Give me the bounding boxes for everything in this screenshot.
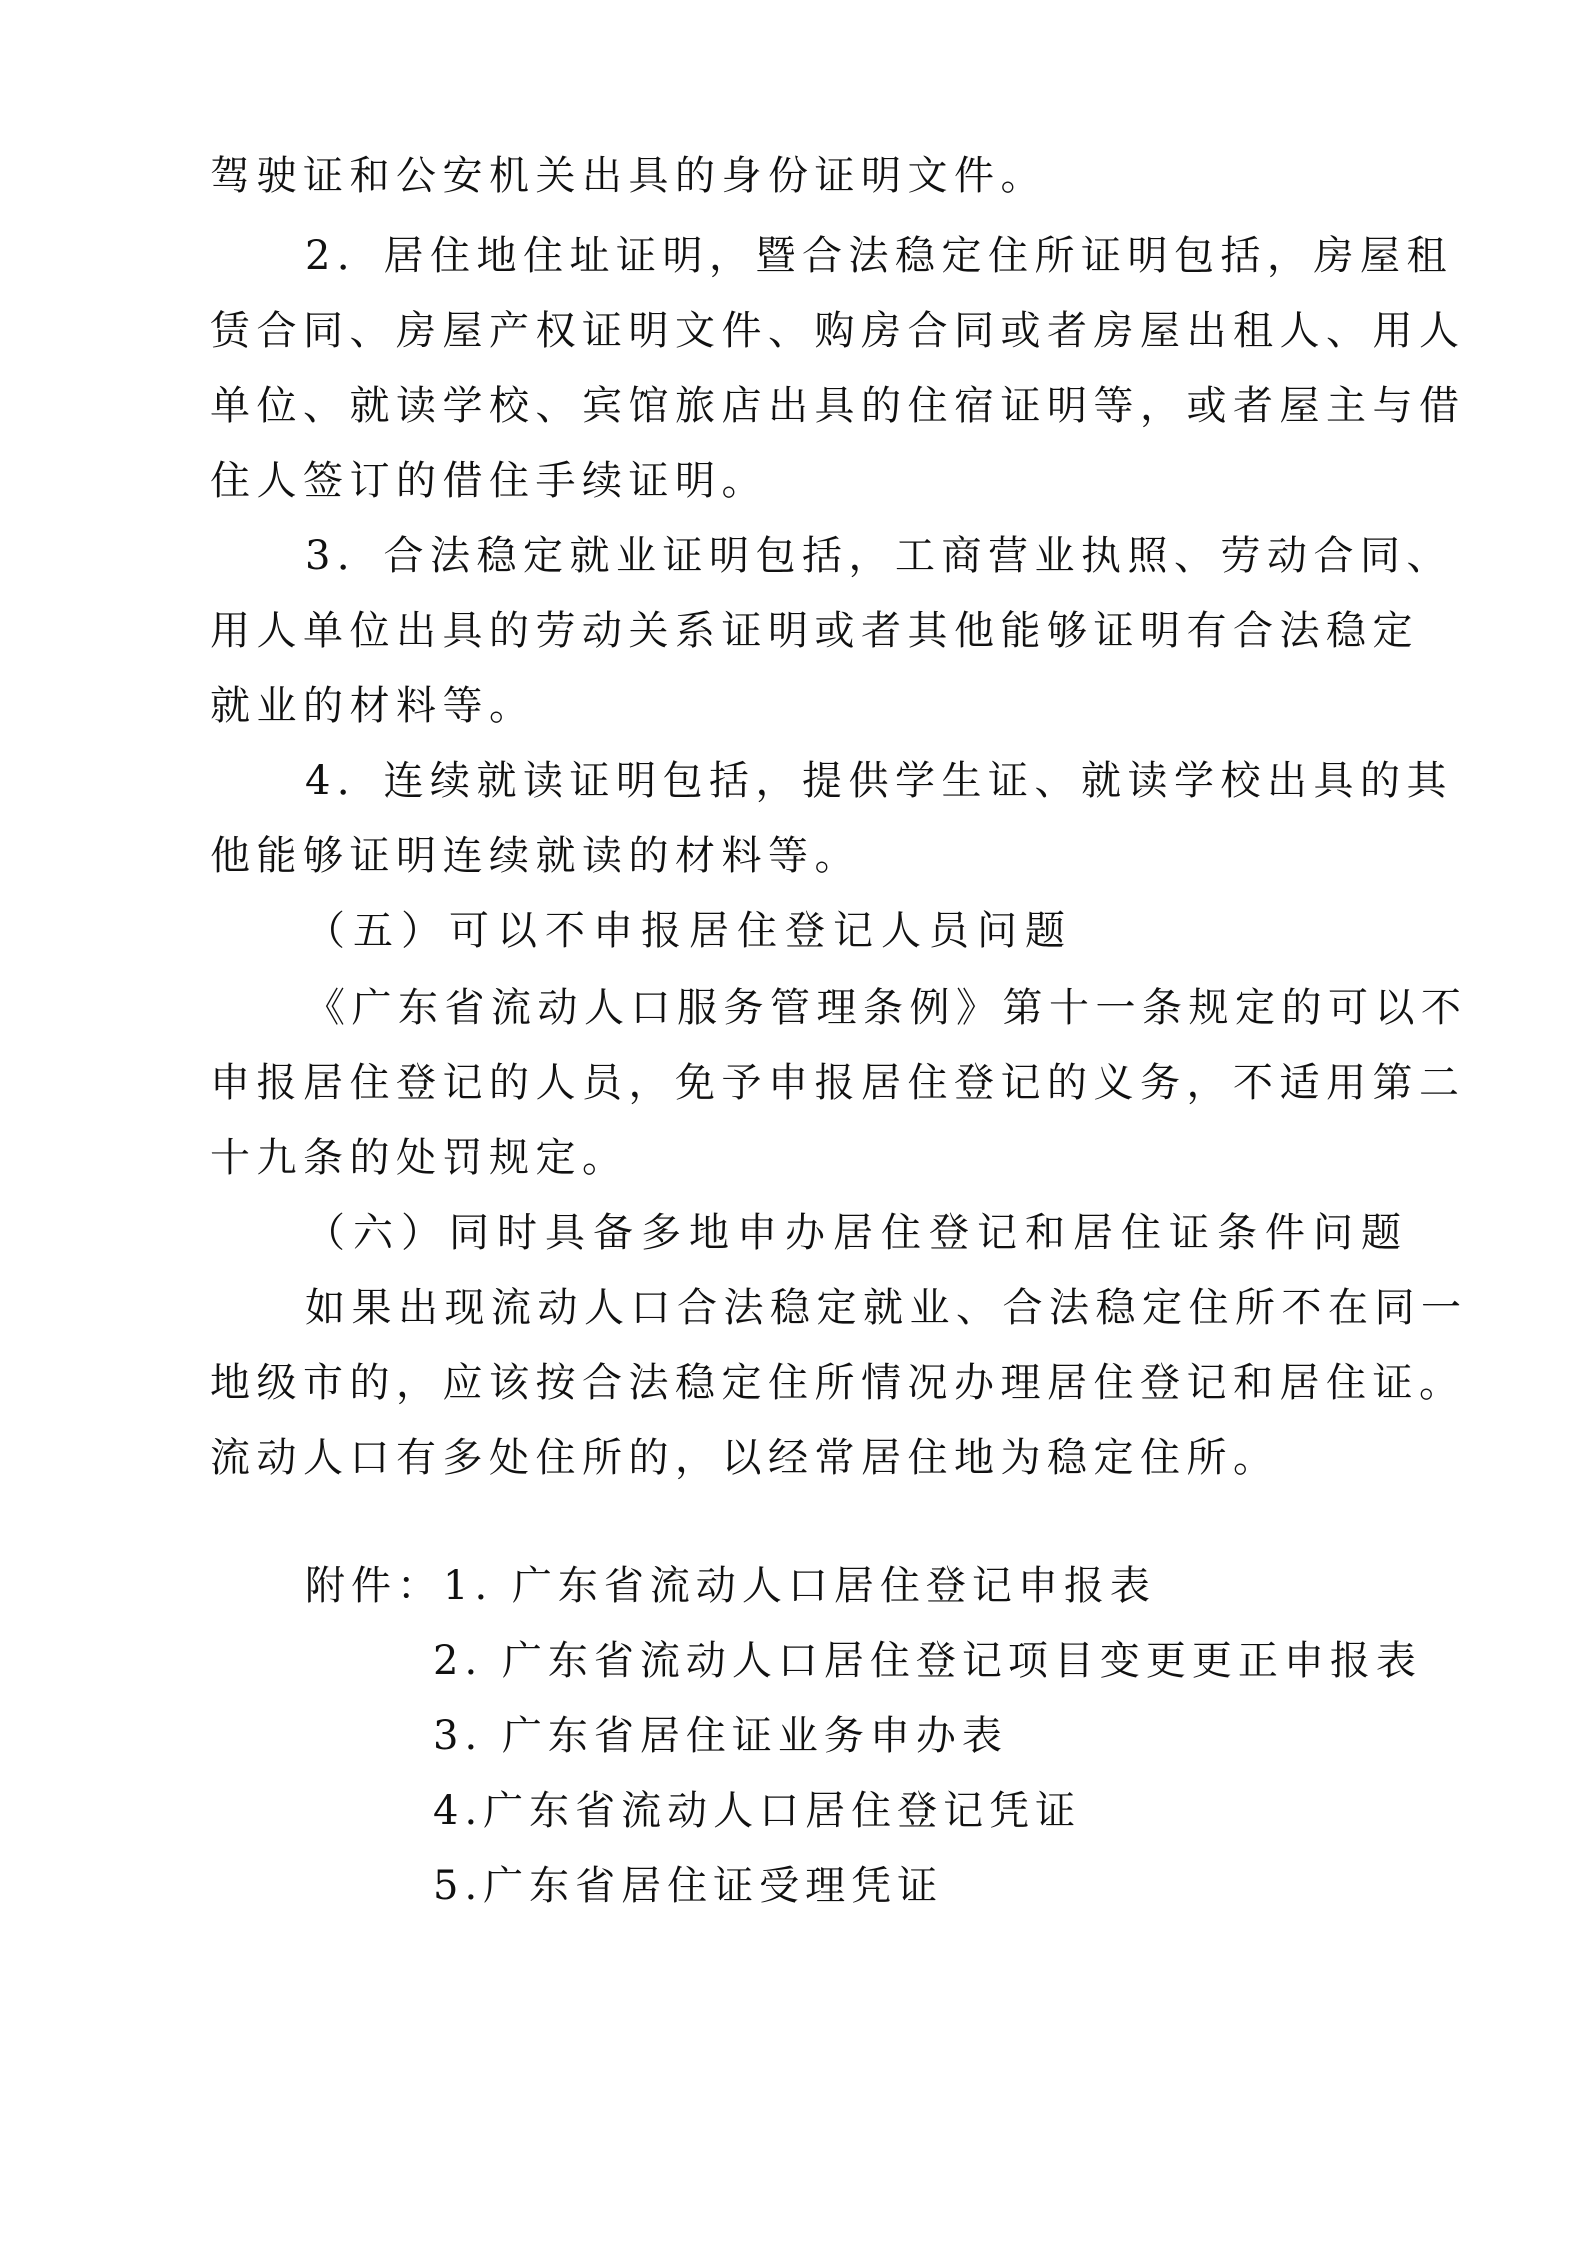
paragraph-line: 赁合同、房屋产权证明文件、购房合同或者房屋出租人、用人 (210, 308, 1466, 354)
paragraph-line: 申报居住登记的人员，免予申报居住登记的义务，不适用第二 (210, 1060, 1466, 1106)
paragraph-line: 十九条的处罚规定。 (210, 1135, 629, 1181)
paragraph-line: 《广东省流动人口服务管理条例》第十一条规定的可以不 (305, 985, 1468, 1031)
attachment-item: 3. 广东省居住证业务申办表 (433, 1713, 1008, 1759)
paragraph-line: 用人单位出具的劳动关系证明或者其他能够证明有合法稳定 (210, 608, 1419, 654)
paragraph-line: 单位、就读学校、宾馆旅店出具的住宿证明等，或者屋主与借 (210, 383, 1466, 429)
attachment-item: 2. 广东省流动人口居住登记项目变更更正申报表 (433, 1638, 1422, 1684)
paragraph-line: 2．居住地住址证明，暨合法稳定住所证明包括，房屋租 (305, 233, 1453, 279)
paragraph-line: 如果出现流动人口合法稳定就业、合法稳定住所不在同一 (305, 1285, 1468, 1331)
paragraph-line: 驾驶证和公安机关出具的身份证明文件。 (210, 153, 1047, 199)
paragraph-line: 就业的材料等。 (210, 683, 536, 729)
attachments-label-text: 附件： (305, 1563, 443, 1609)
paragraph-line: 地级市的，应该按合法稳定住所情况办理居住登记和居住证。 (210, 1360, 1466, 1406)
section-heading: （五）可以不申报居住登记人员问题 (305, 908, 1073, 954)
paragraph-line: 3．合法稳定就业证明包括，工商营业执照、劳动合同、 (305, 533, 1453, 579)
section-heading: （六）同时具备多地申办居住登记和居住证条件问题 (305, 1210, 1409, 1256)
attachment-item: 1. 广东省流动人口居住登记申报表 (443, 1563, 1156, 1609)
attachment-item: 5.广东省居住证受理凭证 (433, 1863, 944, 1909)
paragraph-line: 流动人口有多处住所的，以经常居住地为稳定住所。 (210, 1435, 1280, 1481)
attachments-label (305, 1560, 1485, 1612)
paragraph-line: 住人签订的借住手续证明。 (210, 458, 768, 504)
paragraph-line: 4．连续就读证明包括，提供学生证、就读学校出具的其 (305, 758, 1453, 804)
attachment-item: 4.广东省流动人口居住登记凭证 (433, 1788, 1082, 1834)
paragraph-line: 他能够证明连续就读的材料等。 (210, 833, 861, 879)
